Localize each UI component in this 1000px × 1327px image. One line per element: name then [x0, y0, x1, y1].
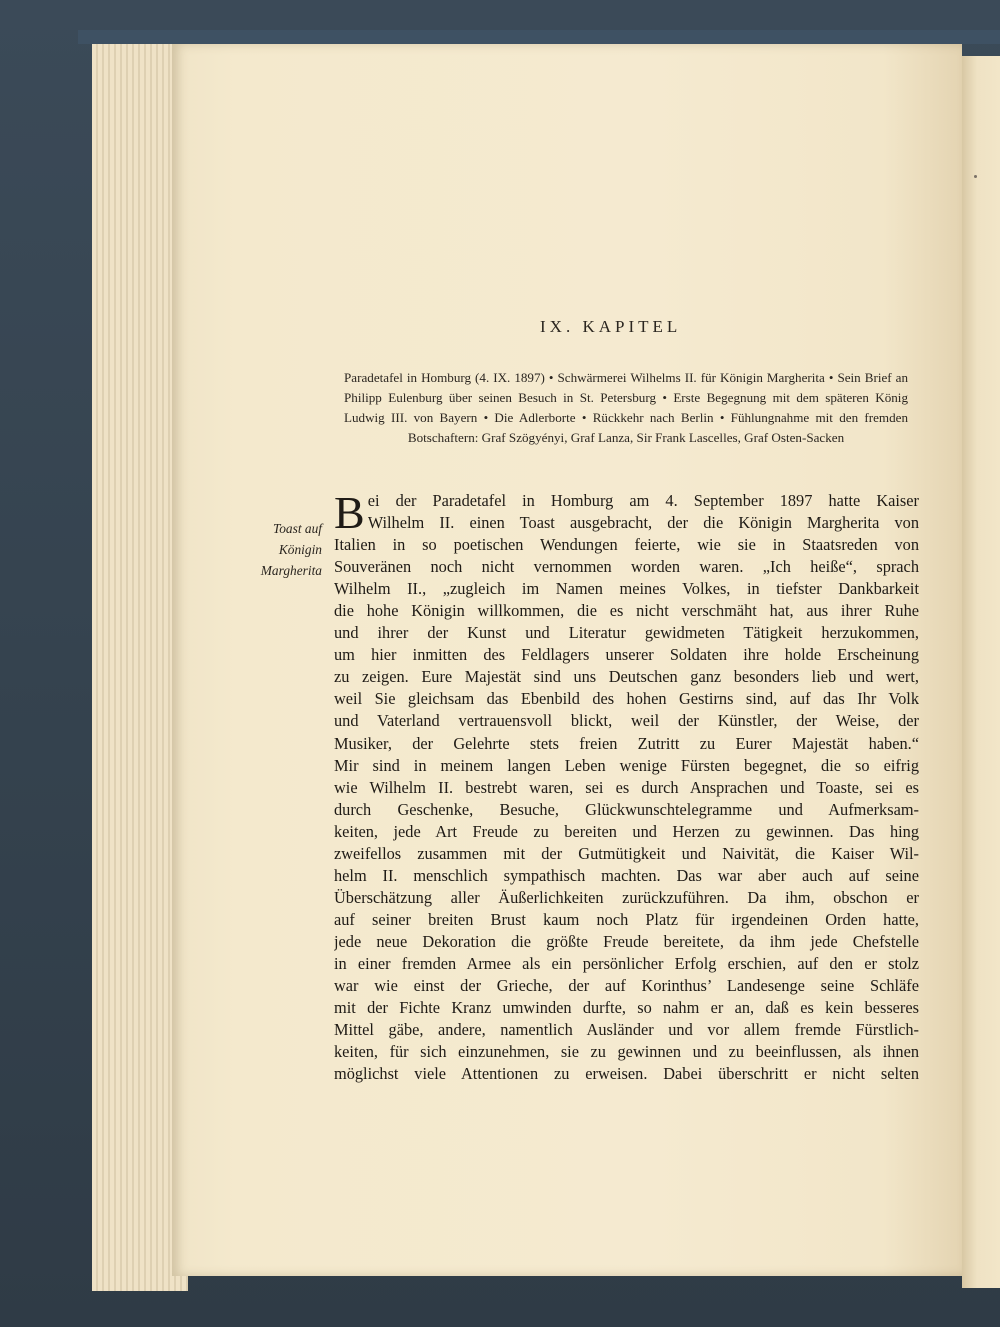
- text-line: war wie einst der Grieche, der auf Korinthus’ Landesenge seine Schläfe: [334, 976, 919, 996]
- text-line: weil Sie gleichsam das Ebenbild des hohen Gestirns sind, auf das Ihr Volk: [334, 689, 919, 709]
- text-line: um hier inmitten des Feldlagers unserer Soldaten ihre holde Erscheinung: [334, 645, 919, 665]
- margin-note-line: Margherita: [260, 563, 322, 578]
- text-line: wie Wilhelm II. bestrebt waren, sei es durch Ansprachen und Toaste, sei es: [334, 777, 919, 797]
- text-line: Überschätzung aller Äußerlichkeiten zurückzuführen. Da ihm, obschon er: [334, 887, 919, 907]
- text-line: mit der Fichte Kranz umwinden durfte, so nahm er an, daß es kein besseres: [334, 998, 919, 1018]
- text-line: die hohe Königin willkommen, die es nicht verschmäht hat, aus ihrer Ruhe: [334, 601, 919, 621]
- text-line: und ihrer der Kunst und Literatur gewidmeten Tätigkeit herzukommen,: [334, 623, 919, 643]
- margin-note: [232, 518, 322, 581]
- book-cover-edge: [78, 30, 1000, 44]
- margin-note-line: Königin: [278, 542, 322, 557]
- text-line: jede neue Dekoration die größte Freude bereitete, da ihm jede Chefstelle: [334, 931, 919, 951]
- margin-note-line: Toast auf: [273, 521, 322, 536]
- text-line: in einer fremden Armee als ein persönlicher Erfolg erschien, auf den er stolz: [334, 953, 919, 973]
- text-line: keiten, für sich einzunehmen, sie zu gewinnen und zu beeinflussen, als ihnen: [334, 1042, 919, 1062]
- text-line: möglichst viele Attentionen zu erweisen. Dabei überschritt er nicht selten: [334, 1064, 919, 1084]
- text-line: Wilhelm II. einen Toast ausgebracht, der die Königin Margherita von: [367, 513, 919, 533]
- text-line: Souveränen noch nicht vernommen worden waren. „Ich heiße“, sprach: [334, 557, 919, 577]
- text-line: durch Geschenke, Besuche, Glückwunschtelegramme und Aufmerksam-: [334, 799, 919, 819]
- text-line: ei der Paradetafel in Homburg am 4. September 1897 hatte Kaiser: [367, 491, 919, 510]
- text-line: helm II. menschlich sympathisch machten. Das war aber auch auf seine: [334, 865, 919, 885]
- text-line: Italien in so poetischen Wendungen feierte, wie sie in Staatsreden von: [334, 535, 919, 555]
- text-line: zweifellos zusammen mit der Gutmütigkeit und Naivität, die Kaiser Wil-: [334, 843, 919, 863]
- body-text: [334, 487, 919, 1085]
- text-line: auf seiner breiten Brust kaum noch Platz für irgendeinen Orden hatte,: [334, 909, 919, 929]
- chapter-summary: Paradetafel in Homburg (4. IX. 1897) • Schwärmerei Wilhelms II. für Königin Margherita • Sein Brief an Philipp Eulenburg über seinen Besuch in St. Petersburg • Erste Begegnung mit dem späteren König Ludwig III. von Bayern • Die Adlerborte • Rückkehr nach Berlin • Fühlungnahme mit den fremden Botschaftern: Graf Szögyényi, Graf Lanza, Sir Frank Lascelles, Graf Osten-Sacken: [344, 370, 908, 445]
- drop-cap: B: [334, 487, 365, 538]
- text-line: keiten, jede Art Freude zu bereiten und Herzen zu gewinnen. Das hing: [334, 821, 919, 841]
- text-line: Mittel gäbe, andere, namentlich Ausländer und vor allem fremde Fürstlich-: [334, 1020, 919, 1040]
- text-line: Mir sind in meinem langen Leben wenige Fürsten begegnet, die so eifrig: [334, 755, 919, 775]
- chapter-title: IX. KAPITEL: [540, 317, 682, 336]
- text-line: zu zeigen. Eure Majestät sind uns Deutschen ganz besonders lieb und wert,: [334, 667, 919, 687]
- page-speck: [974, 175, 977, 178]
- text-line: und Vaterland vertrauensvoll blickt, weil der Künstler, der Weise, der: [334, 711, 919, 731]
- text-line: Wilhelm II., „zugleich im Namen meines Volkes, in tiefster Dankbarkeit: [334, 579, 919, 599]
- text-line: Musiker, der Gelehrte stets freien Zutritt zu Eurer Majestät haben.“: [334, 733, 919, 753]
- facing-page-edge: [962, 56, 1000, 1288]
